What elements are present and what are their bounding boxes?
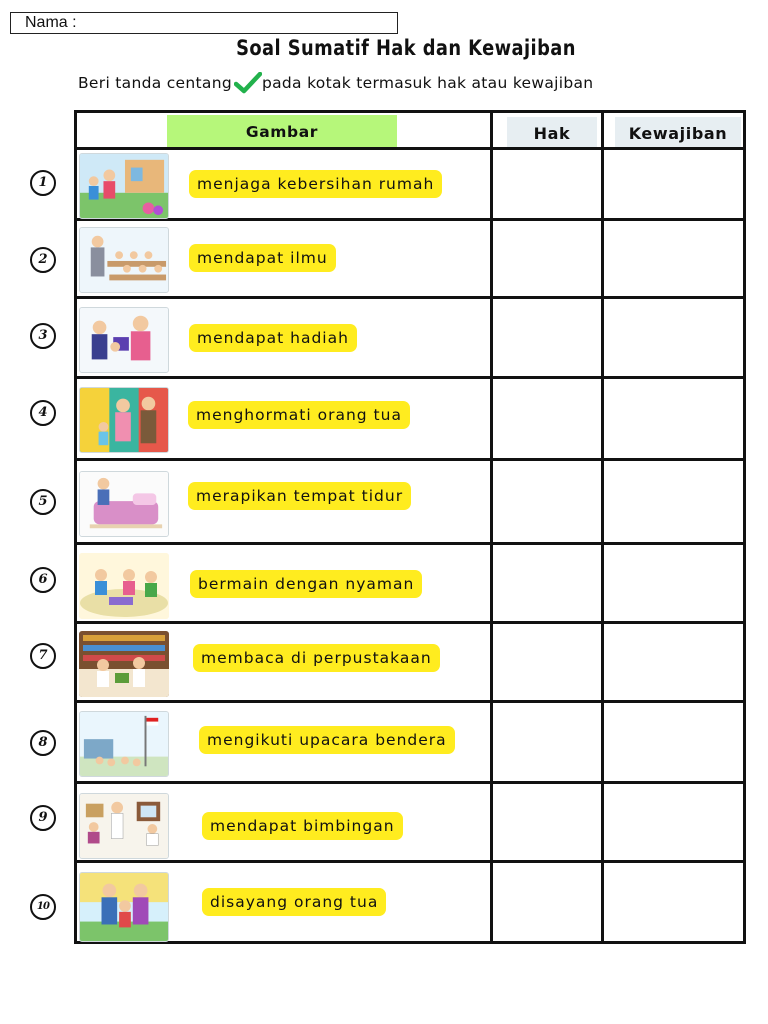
activity-label: merapikan tempat tidur bbox=[188, 482, 411, 510]
kewajiban-checkbox-3[interactable] bbox=[604, 299, 743, 376]
kewajiban-checkbox-2[interactable] bbox=[604, 221, 743, 296]
activity-label: membaca di perpustakaan bbox=[193, 644, 440, 672]
row-number: 2 bbox=[30, 247, 56, 273]
hak-checkbox-5[interactable] bbox=[493, 461, 601, 542]
row-number: 10 bbox=[30, 894, 56, 920]
hak-checkbox-2[interactable] bbox=[493, 221, 601, 296]
kewajiban-checkbox-9[interactable] bbox=[604, 784, 743, 860]
kewajiban-checkbox-4[interactable] bbox=[604, 379, 743, 458]
column-header-hak: Hak bbox=[507, 117, 597, 147]
kewajiban-checkbox-7[interactable] bbox=[604, 624, 743, 700]
flag-ceremony-image bbox=[79, 711, 169, 777]
row-number: 8 bbox=[30, 730, 56, 756]
instruction-text-before: Beri tanda centang bbox=[78, 74, 232, 92]
activity-label: mendapat hadiah bbox=[189, 324, 357, 352]
teacher-and-students-image bbox=[79, 227, 169, 293]
hak-checkbox-9[interactable] bbox=[493, 784, 601, 860]
row-number: 1 bbox=[30, 170, 56, 196]
family-giving-gift-image bbox=[79, 307, 169, 373]
activity-label: menjaga kebersihan rumah bbox=[189, 170, 442, 198]
row-number: 5 bbox=[30, 489, 56, 515]
kewajiban-checkbox-8[interactable] bbox=[604, 703, 743, 781]
children-cleaning-yard-image bbox=[79, 153, 169, 219]
activity-label: disayang orang tua bbox=[202, 888, 386, 916]
answer-table bbox=[74, 110, 746, 944]
row-number: 4 bbox=[30, 400, 56, 426]
activity-label: mengikuti upacara bendera bbox=[199, 726, 455, 754]
hak-checkbox-6[interactable] bbox=[493, 545, 601, 621]
hak-checkbox-3[interactable] bbox=[493, 299, 601, 376]
instruction bbox=[78, 72, 593, 94]
kewajiban-checkbox-6[interactable] bbox=[604, 545, 743, 621]
page-title: Soal Sumatif Hak dan Kewajiban bbox=[236, 36, 576, 60]
row-number: 9 bbox=[30, 805, 56, 831]
column-header-kewajiban: Kewajiban bbox=[615, 117, 741, 147]
children-greeting-parents-image bbox=[79, 387, 169, 453]
parents-hugging-child-image bbox=[79, 872, 169, 942]
column-header-gambar: Gambar bbox=[167, 115, 397, 147]
children-in-library-image bbox=[79, 631, 169, 697]
children-playing-image bbox=[79, 553, 169, 619]
kewajiban-checkbox-1[interactable] bbox=[604, 150, 743, 218]
kewajiban-checkbox-10[interactable] bbox=[604, 863, 743, 941]
teacher-guiding-students-image bbox=[79, 793, 169, 859]
hak-checkbox-8[interactable] bbox=[493, 703, 601, 781]
row-number: 3 bbox=[30, 323, 56, 349]
hak-checkbox-1[interactable] bbox=[493, 150, 601, 218]
activity-label: menghormati orang tua bbox=[188, 401, 410, 429]
activity-label: bermain dengan nyaman bbox=[190, 570, 422, 598]
activity-label: mendapat bimbingan bbox=[202, 812, 403, 840]
row-number: 7 bbox=[30, 643, 56, 669]
activity-label: mendapat ilmu bbox=[189, 244, 336, 272]
hak-checkbox-4[interactable] bbox=[493, 379, 601, 458]
hak-checkbox-7[interactable] bbox=[493, 624, 601, 700]
instruction-text-after: pada kotak termasuk hak atau kewajiban bbox=[261, 74, 594, 92]
girl-making-bed-image bbox=[79, 471, 169, 537]
name-field[interactable]: Nama : bbox=[10, 12, 398, 34]
row-number: 6 bbox=[30, 567, 56, 593]
hak-checkbox-10[interactable] bbox=[493, 863, 601, 941]
check-icon bbox=[234, 72, 262, 94]
kewajiban-checkbox-5[interactable] bbox=[604, 461, 743, 542]
